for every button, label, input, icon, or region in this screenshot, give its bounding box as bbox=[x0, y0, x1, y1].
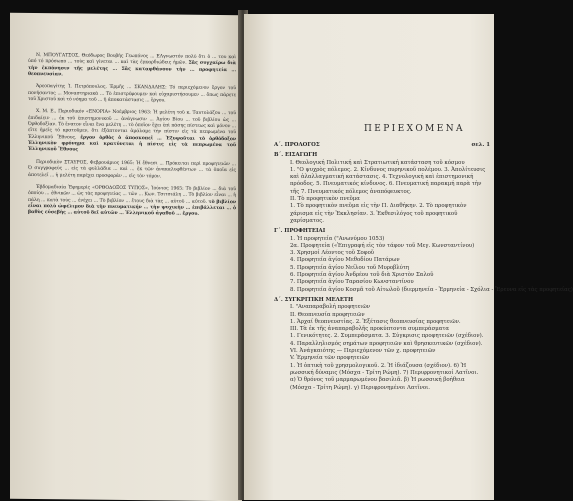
toc-entry-text: Ι. Θεολογική Πολιτική καὶ Στρατιωτική κατάσταση τοῦ κόσμου bbox=[290, 159, 465, 166]
review-text: Ἀρεοπαγίτης Ἰ. Πετρόπουλος, Ἑρμῆς ... ΣΚΑΝΔΑΛΗΣ: Τό περιεχόμενον ἔργον τοῦ πονήσαντος ... Μοναστηριακὰ ... Τὸ ἐπιστρέφουμεν καὶ εὐχαριστήσουμεν ... ὅπως πάρετε τοῦ Χριστοῦ καὶ τό νόημα τοῦ ... ἡ ἀποκατάστασις ... ἔργου. bbox=[28, 84, 236, 104]
toc-entry bbox=[290, 257, 486, 264]
toc-entry-text: 1. Ἡ προφητεία ("Ανωνύμου 1053) bbox=[290, 235, 385, 242]
toc-entry bbox=[290, 203, 486, 225]
review-paragraph bbox=[28, 160, 236, 181]
page-title: ΠΕΡΙΕΧΟΜΕΝΑ bbox=[364, 124, 465, 134]
toc-entry bbox=[290, 355, 486, 362]
toc-entry-text: 5. Προφητεία ἁγίου Νείλου τοῦ Μυροβλύτη bbox=[290, 264, 410, 271]
toc-entry-text: VI. Ἀνάγκαιότης — Περιεχόμενον τῶν χ. προφητειῶν bbox=[290, 348, 436, 355]
toc-entry bbox=[290, 167, 486, 196]
review-bold-text: Σᾶς συγχαίρω διὰ τὴν ἐκπόνησιν τῆς μελέτης ... Σᾶς καταφθάνουν τὴν ... προφητεία ... θεοπνευσίαν. bbox=[28, 60, 236, 78]
toc-section bbox=[274, 142, 490, 149]
toc-entry-text: Α΄. ΠΡΟΛΟΓΟΣ bbox=[274, 142, 320, 148]
toc-entry-text: Δ΄. ΣΥΓΚΡΙΤΙΚΗ ΜΕΛΕΤΗ bbox=[274, 296, 354, 303]
toc-entry-text: 1. Ἡ ὀπτικὴ τοῦ χρησμολογικοῦ. 2. Ἡ ἰδιάζουσα (σχέδιον). 6) Ἡ ρωσσική δύναμις (Μόσχα - Τρίτη Ρώμη). 7) Περιφρονητικοί Λατῖνοι. bbox=[290, 362, 479, 376]
toc-entry-text: 6. Προφητεία ἁγίου Ἀνδρέου τοῦ διὰ Χριστὸν Σαλοῦ bbox=[290, 272, 434, 279]
toc-entry-text: 4. Προφητεία ἁγίου Μεθοδίου Πατάρων bbox=[290, 257, 400, 264]
toc-entry-text: Γ΄. ΠΡΟΦΗΤΕΙΑΙ bbox=[274, 228, 326, 235]
toc-section bbox=[274, 228, 486, 235]
review-text: Περιοδικὸν ΣΤΑΥΡΟΣ, Φεβρουάριος 1965: Ἡ ἔθνεσι ... Πρόκειται περὶ προφητειῶν ... Ὁ συγγραφεύς ... εἰς τὰ φυλλάδια ... καὶ ... ἐκ τῶν ἀνακαλυφθέντων ... τὰ ὁποῖα εἰς ἀποτελεῖ ... ἡ μελέτη παρέχει προσφοράν ... εἰς τὸν τόμον. bbox=[28, 159, 236, 179]
review-text: Ν. ΜΠΟΥΓΑΤΣΟΣ, Θεόδωρος Βουβής Γεωπόνος ... ΕΛγνωστόν πολύ ὅτι ὁ ... του καὶ ὑπό τό πρόσωπο ... τοὺς καὶ γίνεται ... καὶ τὰς ἐγκαρδιώδεις ἡμῶν. bbox=[28, 53, 236, 66]
review-bold-text: τὸ βιβλίον εἶναι πολὺ ὠφέλιμον διὰ τὴν πνευματικήν ... τὴν ψυχικὴν ... ἐπιβάλλεται ... ὁ βαθὺς εὐσεβὴς ... αὐτοῦ δεῖ αὐτῶν ... Ἐλληνικοῦ ἀγαθοῦ ... ἔργου. bbox=[28, 199, 236, 217]
toc-entry bbox=[290, 377, 486, 392]
table-of-contents bbox=[274, 142, 573, 392]
toc-entry bbox=[290, 286, 573, 294]
toc-entry-text: V. Ἑρμηνεία τῶν προφητειῶν bbox=[290, 355, 370, 362]
left-page bbox=[10, 13, 242, 501]
toc-entry-text: Ι. "Αναπαραβολή προφητειῶν bbox=[290, 304, 371, 311]
right-page bbox=[244, 14, 573, 500]
toc-entry-text: ΙΙ. Τὸ προφητικὸν πνεῦμα bbox=[290, 196, 360, 203]
toc-entry-text: 8. Προφητεία ἁγίου Κοσμᾶ τοῦ Αἰτωλοῦ (διερμηνεία - Ἑρμηνεία - Σχόλια - Ἔρευνα εἰς τὰς προφητείας) bbox=[290, 286, 573, 293]
toc-section bbox=[274, 152, 486, 159]
toc-entry-text: 1. "Ο ψυχρὸς πόλεμος. 2. Κίνδυνος πυρηνικοῦ πολέμου. 3. Ἀπολίτευσις καὶ ἀλαλλαγματική κατάστασις. 4. Τεχνολογική καὶ ἐπιστημονική πρόοδος. 5. Πνευματικός κίνδυνος. 6. Πνευματική παρακμή παρὰ τὴν τῆς 7. Πνευματικός πόλεμος ἀναπόφευκτος. bbox=[290, 166, 486, 195]
toc-entry bbox=[290, 265, 486, 272]
toc-entry-text: 1. Γενικότητες. 2. Συμπεράσματα. 3. Σύγκρισις προφητειῶν (σχέδιον). 4. Παραλληλισμός σημάτων προφητειῶν καὶ θρησκευτικῶν (σχέδιον). bbox=[290, 333, 484, 347]
toc-entry-text: 2α. Προφητεία («Ἐπιγραφή εἰς τὸν τάφον τοῦ Μεγ. Κωνσταντίνου) bbox=[290, 242, 475, 249]
review-paragraph bbox=[28, 185, 236, 219]
review-paragraph bbox=[28, 53, 236, 81]
toc-entry bbox=[290, 312, 486, 319]
review-bold-text: ἔργον ὀρθὸς ὁ ἀποσκοπεῖ ... Ἐξυψοῦται τὸ ὀρθόδοξον Ἑλληνικὸν φρόνημα καὶ κρατύνεται ἡ πίστις εἰς τὰ πεπρωμένα τοῦ Ἑλληνικοῦ Ἔθνους bbox=[28, 135, 236, 153]
review-paragraph bbox=[28, 84, 236, 105]
toc-entry-text: Β΄. ΕΙΣΑΓΩΓΗ bbox=[274, 152, 318, 159]
toc-entry-text: ΙΙΙ. Τὰ ἐκ τῆς ἀναπαραβολῆς προκύπτοντα συμπεράσματα bbox=[290, 326, 450, 333]
toc-entry bbox=[290, 304, 486, 311]
review-text: Χ. Μ. Ε., Περιοδικόν «ΕΝΟΡΙΑ» Νοέμβριος 1963: Ἡ μελέτη τοῦ κ. Ταυτολάζου ... τοῦ ἐπιδαίειν ... ἐκ τοῦ ἐπιστημονικοῦ ... ἀνάγνωσιν ... Ἀγίου Βίου ... τοῦ βιβλίου ὡς ... Ὀρθοδοξίαν. Τὸ ἔνατον εἶναι ἕνα μελέτη ... τὸ ὁποῖον ἔχει ἐπὶ πάσης πίστεως καὶ μόνον ... εἴτε ἡμεῖς τό κρατοῦμεν, ὅτι ἐξάπτονται ἀμάλαμε τὴν πίστιν εἰς τὰ πεπρωμένα τοῦ Ἑλληνικοῦ Ἔθνους. bbox=[28, 109, 236, 141]
toc-entry bbox=[290, 279, 486, 286]
review-text: Ἐβδομαδιαία Ἐφημερὶς «ΟΡΘΟΔΟΞΟΣ ΤΥΠΟΣ», Ἰούνιος 1965: Τὸ βιβλίον ... διὰ τοῦ ὁποίου ... ἐθνικῶν ... ὡς τὰς προφητείας ... τῶν ... Κων. Τσιτσιάλη ... Τὸ βιβλίον εἶναι ... ἡ πάλη ... κατὰ τοὺς ... ἐνέχει ... Τὸ βιβλίον ... ἔτους διὰ τὰς ... αὐτοῦ ... αὐτοῦ. bbox=[28, 184, 236, 205]
toc-entry-text: ΙΙ. Θεοπνευσία προφητειῶν bbox=[290, 311, 365, 318]
toc-entry-text: 3. Χρησμοί Λέοντος τοῦ Σοφοῦ bbox=[290, 250, 375, 257]
toc-entry bbox=[290, 236, 486, 243]
toc-page-number: σελ. 1 bbox=[471, 142, 490, 148]
toc-entry-text: 1. Τὸ προφητικὸν πνεῦμα εἰς τὴν Π. Διαθήκην. 2. Τὸ προφητικὸν χάρισμα εἰς τὴν Ἐκκλησίαν. 3. Ἐκθεσιλόγος τοῦ προφητικοῦ χαρίσματος. bbox=[290, 203, 467, 224]
toc-entry bbox=[290, 363, 486, 378]
review-paragraph bbox=[28, 109, 236, 156]
toc-entry-text: 1. Ἀρχαί θεοπνευστίας. 2. Ἐξέτασις θεοπνευσίας προφητειῶν. bbox=[290, 318, 461, 325]
toc-entry-text: 7. Προφητεία ἁγίου Ταρασίου Κωνσταντίνου bbox=[290, 279, 414, 286]
toc-entry bbox=[290, 333, 486, 348]
left-page-text bbox=[28, 53, 236, 225]
toc-entry-text: α) Ὁ θρόνος τοῦ μαρμαρωμένου βασιλιᾶ. β) Ἡ ρωσσική βοήθεια (Μόσχα - Τρίτη Ρώμη). γ) Περιφρονημένοι Λατῖνοι. bbox=[290, 377, 465, 391]
toc-entry bbox=[290, 160, 486, 167]
